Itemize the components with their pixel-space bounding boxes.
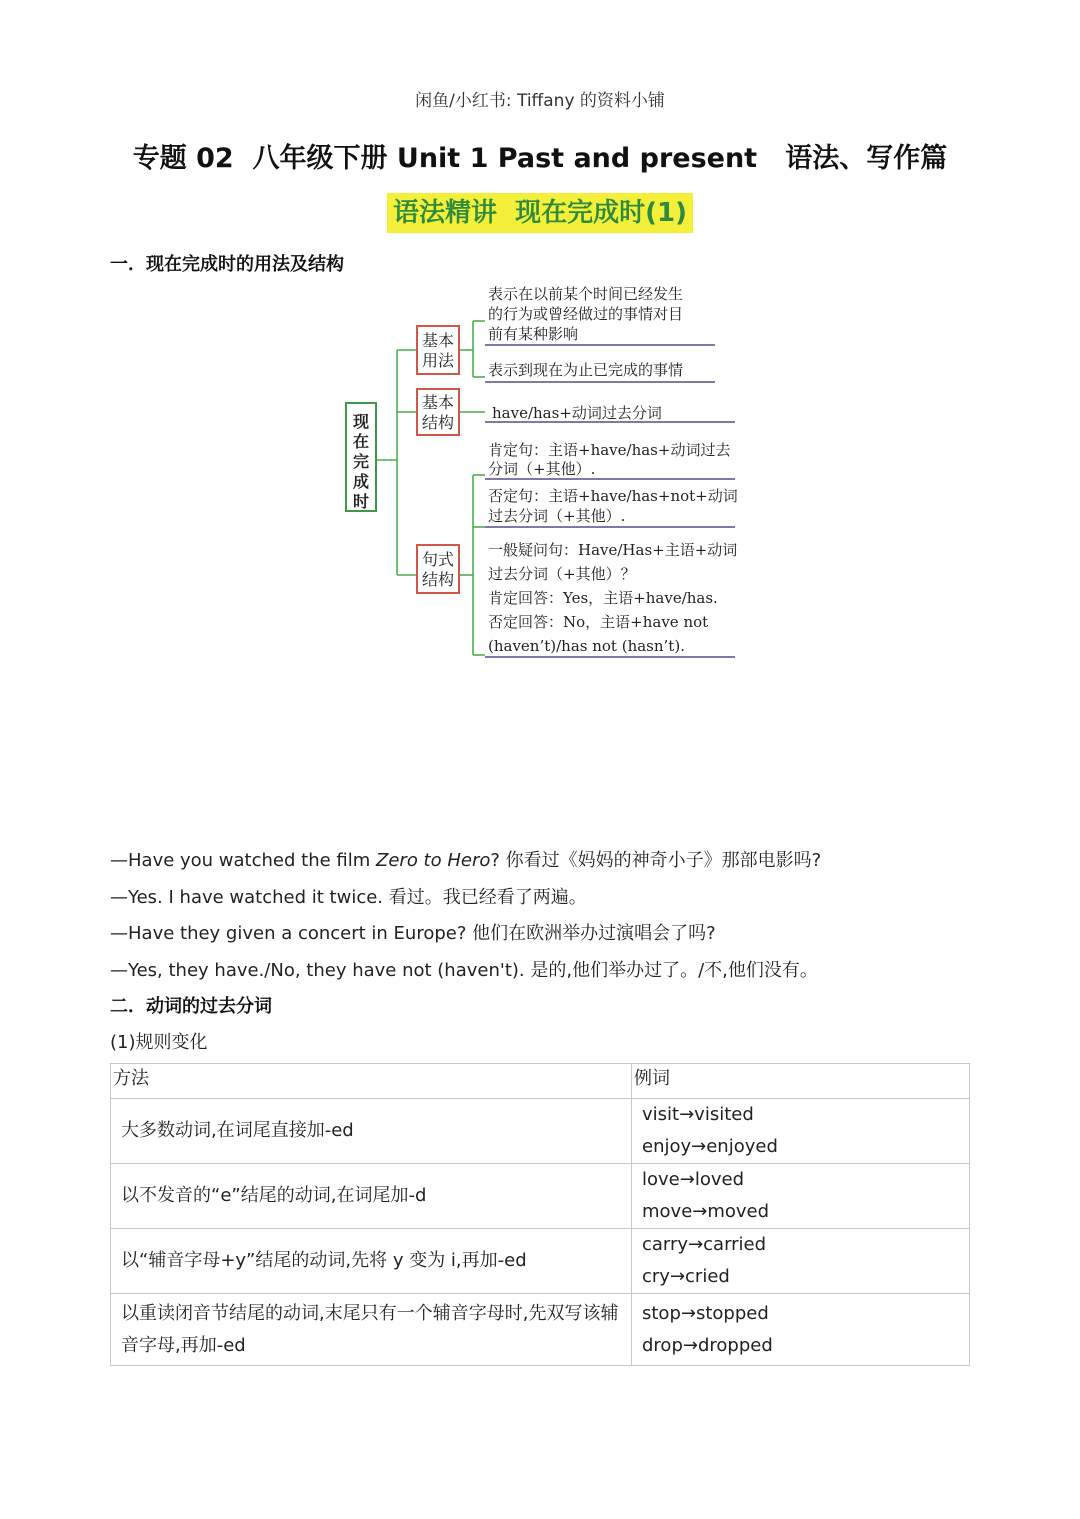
- leaf-text: (haven’t)/has not (hasn’t).: [488, 637, 685, 655]
- section1-heading: 一．现在完成时的用法及结构: [110, 254, 344, 275]
- method-cell: 以“辅音字母+y”结尾的动词,先将 y 变为 i,再加-ed: [111, 1229, 632, 1294]
- table-header-method: 方法: [111, 1064, 632, 1099]
- dialog-line: [110, 956, 818, 982]
- leaf-text: 过去分词（+其他）？: [488, 565, 636, 583]
- page-title: 专题 02 八年级下册 Unit 1 Past and present 语法、写作篇: [132, 143, 948, 174]
- root-char: 现: [352, 412, 370, 431]
- dialog-text: ? 你看过《妈妈的神奇小子》那部电影吗?: [490, 850, 822, 871]
- dialog-line: [110, 883, 587, 909]
- film-title: Zero to Hero: [376, 850, 491, 871]
- leaf-text: 的行为或曾经做过的事情对目: [488, 305, 684, 323]
- dialog-text: —Have you watched the film: [110, 850, 377, 871]
- participle-rules-table: [110, 1063, 970, 1366]
- leaf-texts: [488, 285, 738, 655]
- subtitle-container: [0, 193, 1080, 233]
- leaf-text: have/has+动词过去分词: [492, 404, 662, 422]
- example-word: enjoy→enjoyed: [642, 1136, 778, 1157]
- root-char: 成: [352, 472, 370, 491]
- method-cell: 以重读闭音节结尾的动词,末尾只有一个辅音字母时,先双写该辅音字母,再加-ed: [111, 1294, 632, 1366]
- example-word: move→moved: [642, 1201, 770, 1222]
- leaf-text: 否定回答：No，主语+have not: [488, 613, 709, 631]
- root-char: 时: [352, 492, 370, 511]
- example-word: visit→visited: [642, 1104, 754, 1125]
- leaf-text: 肯定回答：Yes，主语+have/has.: [488, 589, 718, 607]
- leaf-text: 肯定句：主语+have/has+动词过去: [488, 441, 731, 459]
- example-word: carry→carried: [642, 1234, 767, 1255]
- examples-cell: [632, 1294, 970, 1366]
- leaf-text: 表示到现在为止已完成的事情: [488, 361, 684, 379]
- subtitle-highlight: 语法精讲 现在完成时(1): [387, 193, 693, 233]
- examples-cell: [632, 1164, 970, 1229]
- examples-cell: [632, 1229, 970, 1294]
- branch-label: 句式: [421, 550, 455, 569]
- branch-label: 结构: [421, 413, 455, 432]
- dialog-text: —Have they given a concert in Europe? 他们在欧洲举办过演唱会了吗?: [110, 923, 716, 944]
- table-header-examples: 例词: [632, 1064, 970, 1099]
- leaf-text: 前有某种影响: [488, 325, 579, 343]
- table-row: [111, 1294, 970, 1366]
- branch-labels: [422, 331, 455, 589]
- section2-heading: 二．动词的过去分词: [110, 996, 272, 1017]
- table-row: [111, 1099, 970, 1164]
- example-word: drop→dropped: [642, 1334, 773, 1356]
- leaf-text: 一般疑问句：Have/Has+主语+动词: [488, 541, 738, 559]
- root-char: 完: [352, 452, 370, 471]
- table-row: [111, 1164, 970, 1229]
- branch-label: 结构: [421, 570, 455, 589]
- page-header: 闲鱼/小红书: Tiffany 的资料小铺: [415, 91, 665, 111]
- method-cell: 大多数动词,在词尾直接加-ed: [111, 1099, 632, 1164]
- table-header-row: [111, 1064, 970, 1099]
- mindmap-diagram: [330, 275, 750, 670]
- example-word: cry→cried: [642, 1266, 730, 1287]
- dialog-line: [110, 919, 716, 945]
- branch-label: 用法: [421, 351, 455, 370]
- leaf-text: 分词（+其他）.: [488, 460, 596, 478]
- dialog-text: —Yes, they have./No, they have not (haven't). 是的,他们举办过了。/不,他们没有。: [110, 960, 818, 981]
- dialog-line: [110, 846, 821, 872]
- branch-label: 基本: [421, 331, 455, 350]
- root-char: 在: [352, 432, 370, 451]
- mindmap-root-label: [352, 412, 369, 511]
- method-cell: 以不发音的“e”结尾的动词,在词尾加-d: [111, 1164, 632, 1229]
- leaf-text: 表示在以前某个时间已经发生: [488, 285, 684, 303]
- branch-label: 基本: [421, 393, 455, 412]
- table-row: [111, 1229, 970, 1294]
- example-word: love→loved: [642, 1169, 744, 1190]
- example-word: stop→stopped: [642, 1302, 769, 1324]
- regular-change-heading: (1)规则变化: [110, 1032, 208, 1053]
- leaf-text: 否定句：主语+have/has+not+动词: [488, 487, 738, 505]
- leaf-text: 过去分词（+其他）.: [488, 507, 626, 525]
- examples-cell: [632, 1099, 970, 1164]
- dialog-text: —Yes. I have watched it twice. 看过。我已经看了两遍。: [110, 887, 587, 908]
